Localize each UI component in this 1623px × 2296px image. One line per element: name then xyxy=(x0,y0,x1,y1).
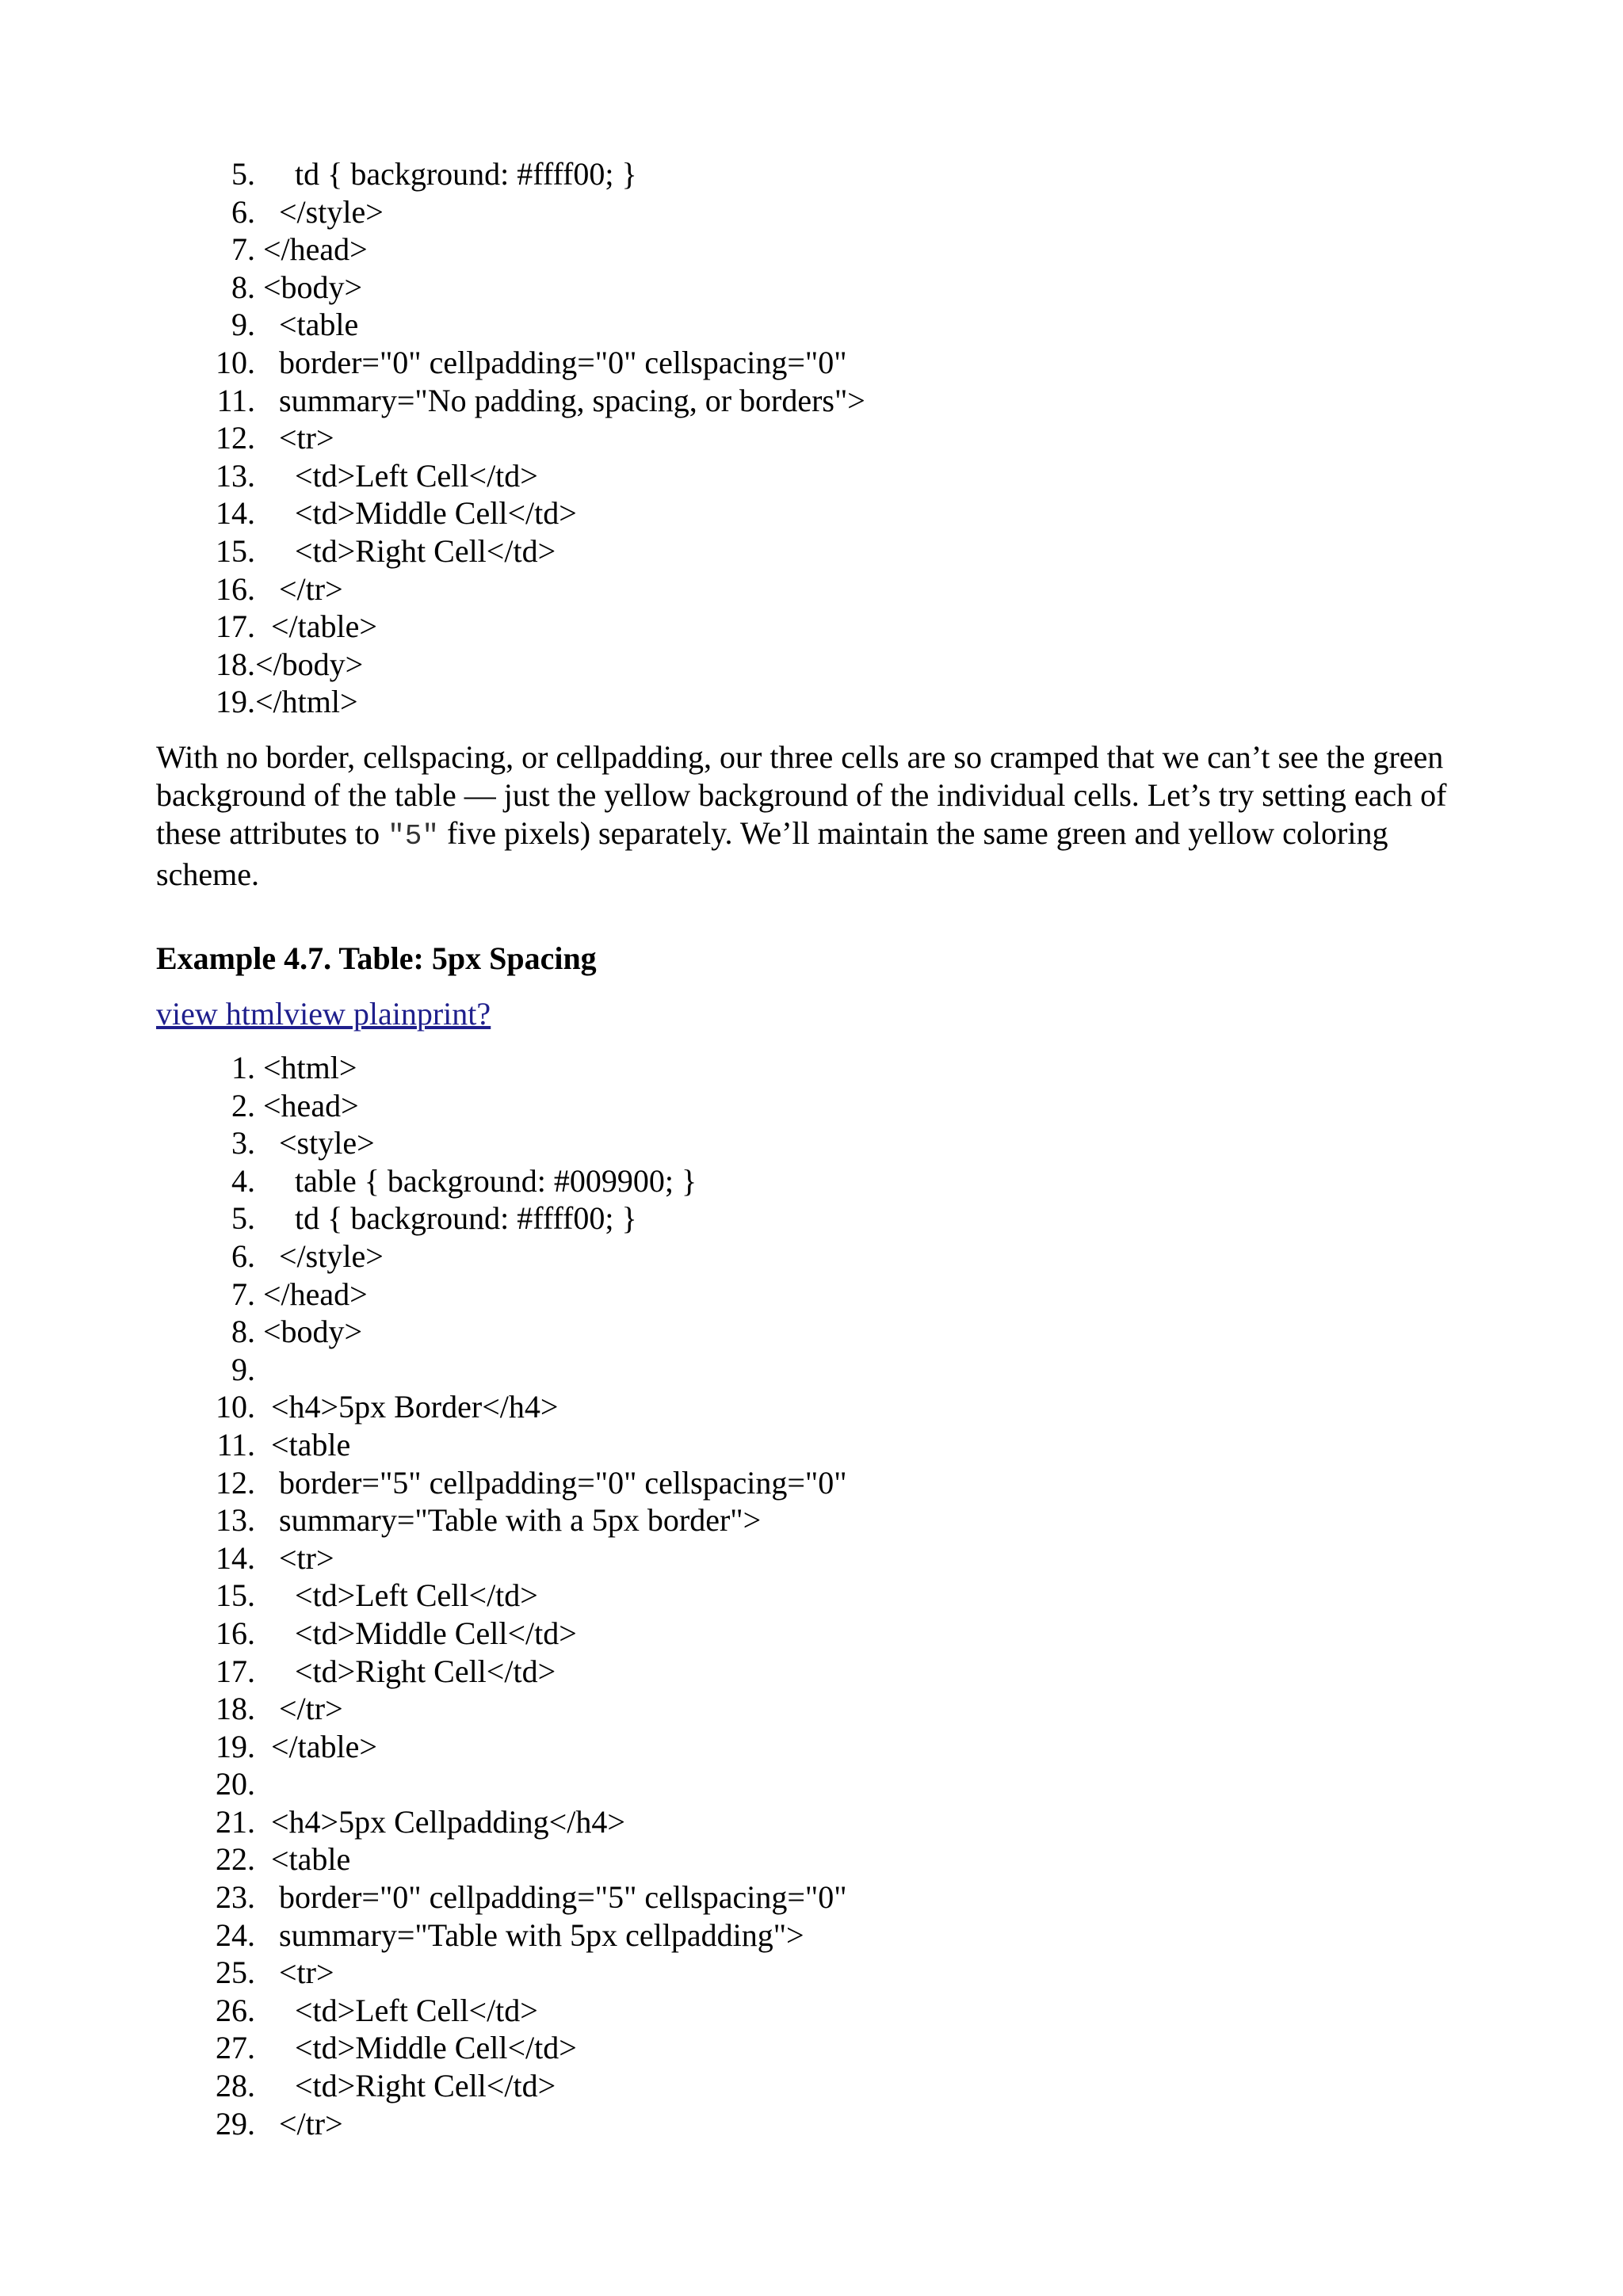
code-text: </html> xyxy=(255,684,358,720)
code-line xyxy=(214,2029,847,2067)
code-line xyxy=(214,1162,847,1200)
line-number: 18. xyxy=(216,1691,255,1727)
line-number: 6. xyxy=(231,1238,255,1274)
code-text: td { background: #ffff00; } xyxy=(255,156,637,192)
code-line xyxy=(214,1690,847,1728)
code-text: </head> xyxy=(255,1276,368,1312)
line-number: 24. xyxy=(216,1917,255,1953)
code-text: border="0" cellpadding="0" cellspacing="0" xyxy=(255,344,847,380)
code-text: border="0" cellpadding="5" cellspacing="0" xyxy=(255,1879,847,1916)
code-line xyxy=(214,1124,847,1162)
code-line xyxy=(214,1539,847,1577)
code-line xyxy=(214,494,865,532)
code-line xyxy=(214,683,865,721)
code-listing-bottom xyxy=(214,1049,847,2142)
line-number: 27. xyxy=(216,2030,255,2066)
line-number: 11. xyxy=(216,1426,255,1463)
line-number: 17. xyxy=(216,1653,255,1689)
code-text: <head> xyxy=(255,1087,359,1123)
code-line xyxy=(214,306,865,344)
code-text: <td>Left Cell</td> xyxy=(255,1577,538,1614)
code-text: <table xyxy=(255,1841,351,1878)
line-number: 10. xyxy=(216,344,255,380)
code-line xyxy=(214,193,865,231)
code-line xyxy=(214,646,865,684)
code-line xyxy=(214,1878,847,1917)
line-number: 4. xyxy=(231,1162,255,1199)
line-number: 3. xyxy=(231,1125,255,1161)
code-line xyxy=(214,1313,847,1351)
code-text: <td>Right Cell</td> xyxy=(255,532,556,569)
code-line xyxy=(214,1426,847,1464)
line-number: 13. xyxy=(216,457,255,494)
code-line xyxy=(214,382,865,420)
code-line xyxy=(214,1615,847,1653)
line-number: 19. xyxy=(216,684,255,720)
code-line xyxy=(214,155,865,193)
line-number: 16. xyxy=(216,570,255,607)
code-text: <body> xyxy=(255,269,363,305)
code-text: <tr> xyxy=(255,1539,334,1576)
line-number: 20. xyxy=(216,1766,255,1802)
line-number: 13. xyxy=(216,1502,255,1539)
code-line xyxy=(214,608,865,646)
code-line xyxy=(214,532,865,570)
line-number: 18. xyxy=(216,646,255,682)
line-number: 8. xyxy=(231,1314,255,1350)
code-line xyxy=(214,1728,847,1766)
code-text: </tr> xyxy=(255,2105,343,2142)
line-number: 28. xyxy=(216,2068,255,2104)
code-line xyxy=(214,1803,847,1841)
line-number: 12. xyxy=(216,420,255,456)
code-text: <td>Left Cell</td> xyxy=(255,1992,538,2028)
paragraph-text-before: With no border, cellspacing, or cellpadding, our three cells are so cramped that we can’t see the green background of the table — just the yellow background of the individual cells. Let’s try setting each of these attributes to xyxy=(156,739,1447,851)
line-number: 19. xyxy=(216,1728,255,1764)
code-line xyxy=(214,1954,847,1992)
code-text: <tr> xyxy=(255,420,334,456)
line-number: 16. xyxy=(216,1615,255,1651)
code-text: <style> xyxy=(255,1125,375,1161)
code-text: <html> xyxy=(255,1050,357,1085)
code-line xyxy=(214,344,865,382)
line-number: 21. xyxy=(216,1803,255,1840)
code-line xyxy=(214,1501,847,1539)
code-text: summary="No padding, spacing, or borders"> xyxy=(255,382,865,418)
inline-code-value: "5" xyxy=(388,820,439,852)
paragraph-text-after: five pixels) separately. We’ll maintain the same green and yellow coloring scheme. xyxy=(156,815,1388,892)
code-text: <td>Middle Cell</td> xyxy=(255,2030,577,2066)
line-number: 6. xyxy=(231,193,255,230)
line-number: 14. xyxy=(216,495,255,532)
code-line xyxy=(214,2105,847,2143)
print-link[interactable]: print xyxy=(416,996,477,1032)
line-number: 10. xyxy=(216,1389,255,1425)
view-plain-link[interactable]: view plain xyxy=(284,996,417,1032)
code-line xyxy=(214,1049,847,1087)
code-text: <body> xyxy=(255,1314,363,1350)
line-number: 15. xyxy=(216,532,255,569)
code-line xyxy=(214,1238,847,1276)
line-number: 7. xyxy=(231,231,255,268)
help-link[interactable]: ? xyxy=(476,996,491,1032)
code-text: border="5" cellpadding="0" cellspacing="0" xyxy=(255,1464,847,1501)
body-paragraph xyxy=(156,738,1487,894)
line-number: 8. xyxy=(231,269,255,305)
code-line xyxy=(214,1388,847,1426)
code-line xyxy=(214,1087,847,1125)
code-line xyxy=(214,1577,847,1615)
code-line xyxy=(214,419,865,457)
code-text: summary="Table with a 5px border"> xyxy=(255,1502,762,1539)
code-text: <h4>5px Cellpadding</h4> xyxy=(255,1803,625,1840)
code-line xyxy=(214,1840,847,1878)
line-number: 2. xyxy=(231,1087,255,1123)
code-line xyxy=(214,1276,847,1314)
code-text: </tr> xyxy=(255,570,343,607)
code-line xyxy=(214,1992,847,2030)
line-number: 5. xyxy=(231,156,255,192)
line-number: 22. xyxy=(216,1841,255,1878)
example-heading: Example 4.7. Table: 5px Spacing xyxy=(156,940,597,976)
code-line xyxy=(214,1765,847,1803)
line-number: 7. xyxy=(231,1276,255,1312)
line-number: 11. xyxy=(216,382,255,418)
code-text: </body> xyxy=(255,646,364,682)
line-number: 26. xyxy=(216,1992,255,2028)
code-text: <td>Left Cell</td> xyxy=(255,457,538,494)
code-toolbar-links xyxy=(156,995,491,1033)
code-listing-top xyxy=(214,155,865,721)
code-text: <td>Right Cell</td> xyxy=(255,2068,556,2104)
code-text: <td>Right Cell</td> xyxy=(255,1653,556,1689)
line-number: 12. xyxy=(216,1464,255,1501)
code-text: <table xyxy=(255,1426,351,1463)
line-number: 29. xyxy=(216,2105,255,2142)
code-text: td { background: #ffff00; } xyxy=(255,1200,637,1237)
code-text: table { background: #009900; } xyxy=(255,1162,697,1199)
code-line xyxy=(214,1199,847,1238)
code-text: </tr> xyxy=(255,1691,343,1727)
code-line xyxy=(214,2067,847,2105)
code-line xyxy=(214,1464,847,1502)
code-text: </style> xyxy=(255,193,384,230)
line-number: 25. xyxy=(216,1955,255,1991)
line-number: 9. xyxy=(231,307,255,343)
code-text: <tr> xyxy=(255,1955,334,1991)
code-line xyxy=(214,269,865,307)
code-line xyxy=(214,457,865,495)
code-text: </head> xyxy=(255,231,368,268)
view-html-link[interactable]: view html xyxy=(156,996,285,1032)
code-text: <h4>5px Border</h4> xyxy=(255,1389,559,1425)
line-number: 15. xyxy=(216,1577,255,1614)
code-text: <td>Middle Cell</td> xyxy=(255,495,577,532)
code-text: <td>Middle Cell</td> xyxy=(255,1615,577,1651)
line-number: 23. xyxy=(216,1879,255,1916)
code-text: summary="Table with 5px cellpadding"> xyxy=(255,1917,804,1953)
code-text: </table> xyxy=(255,1728,377,1764)
code-line xyxy=(214,1653,847,1691)
code-line xyxy=(214,570,865,608)
line-number: 14. xyxy=(216,1539,255,1576)
line-number: 17. xyxy=(216,608,255,645)
line-number: 1. xyxy=(231,1050,255,1085)
code-line xyxy=(214,231,865,269)
line-number: 5. xyxy=(231,1200,255,1237)
code-text: </style> xyxy=(255,1238,384,1274)
code-line xyxy=(214,1351,847,1389)
code-text: <table xyxy=(255,307,359,343)
code-line xyxy=(214,1917,847,1955)
code-text: </table> xyxy=(255,608,377,645)
line-number: 9. xyxy=(231,1351,255,1387)
